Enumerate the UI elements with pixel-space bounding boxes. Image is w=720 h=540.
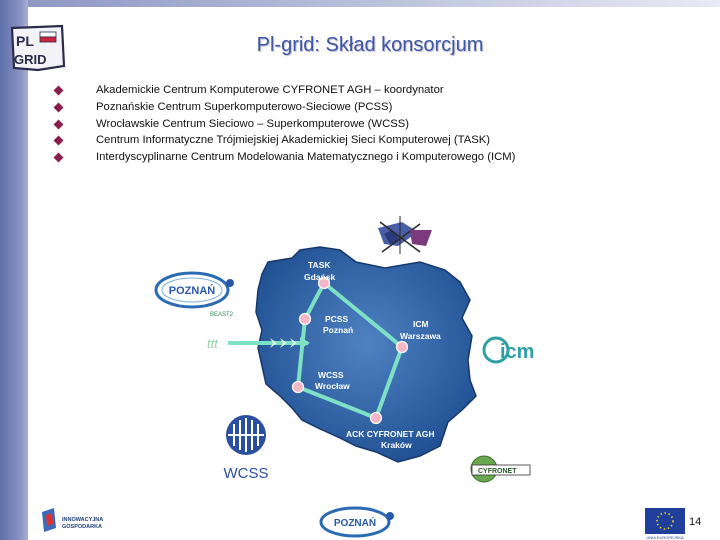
poznan-bottom-text: POZNAŃ bbox=[333, 518, 377, 529]
poznan-logo-left bbox=[156, 273, 234, 318]
list-item-text: Centrum Informatyczne Trójmiejskiej Akademickiej Sieci Komputerowej (TASK) bbox=[96, 134, 491, 147]
beast-label: BEAST2 bbox=[210, 312, 234, 318]
node-poznan bbox=[300, 314, 311, 325]
cyfronet-logo bbox=[471, 456, 530, 482]
wcss-logo bbox=[224, 415, 269, 482]
eu-text: UNIA EUROPEJSKA bbox=[646, 535, 684, 540]
poznan-logo-bottom bbox=[321, 508, 394, 536]
ttt-mark: ttt bbox=[207, 336, 218, 351]
innovation-logo bbox=[42, 508, 103, 532]
node-label-pcss: PCSS bbox=[325, 314, 349, 324]
node-city-warszawa: Warszawa bbox=[400, 331, 441, 341]
node-label-wcss: WCSS bbox=[318, 370, 344, 380]
slide-title: Pl-grid: Skład konsorcjum bbox=[256, 34, 484, 56]
logo-text-pl: PL bbox=[16, 33, 34, 49]
node-city-krakow: Kraków bbox=[381, 440, 412, 450]
node-label-cyfronet: ACK CYFRONET AGH bbox=[346, 429, 435, 439]
node-city-poznan: Poznań bbox=[323, 325, 354, 335]
node-krakow bbox=[371, 413, 382, 424]
innovation-text-2: GOSPODARKA bbox=[62, 524, 103, 530]
node-city-wroclaw: Wrocław bbox=[315, 381, 350, 391]
logo-text-grid: GRID bbox=[14, 52, 47, 67]
poznan-logo-text: POZNAŃ bbox=[168, 285, 216, 297]
eu-flag-logo bbox=[645, 508, 685, 540]
innovation-text-1: INNOWACYJNA bbox=[62, 517, 104, 523]
page-number: 14 bbox=[689, 516, 702, 528]
list-item-text: Wrocławskie Centrum Sieciowo – Superkomputerowe (WCSS) bbox=[96, 117, 410, 130]
task-logo bbox=[378, 216, 432, 254]
list-item-text: Poznańskie Centrum Superkomputerowo-Sieciowe (PCSS) bbox=[96, 100, 393, 113]
icm-logo bbox=[484, 338, 534, 363]
list-item-text: Interdyscyplinarne Centrum Modelowania Matematycznego i Komputerowego (ICM) bbox=[96, 151, 516, 164]
node-warszawa bbox=[397, 342, 408, 353]
wcss-logo-text: WCSS bbox=[223, 465, 269, 482]
icm-logo-text: icm bbox=[500, 341, 535, 363]
node-city-gdansk: Gdańsk bbox=[304, 272, 336, 282]
list-item-text: Akademickie Centrum Komputerowe CYFRONET AGH – koordynator bbox=[96, 84, 444, 96]
node-label-icm: ICM bbox=[413, 319, 429, 329]
cyfronet-logo-text: CYFRONET bbox=[478, 468, 517, 475]
node-label-task: TASK bbox=[308, 260, 331, 270]
node-wroclaw bbox=[293, 382, 304, 393]
